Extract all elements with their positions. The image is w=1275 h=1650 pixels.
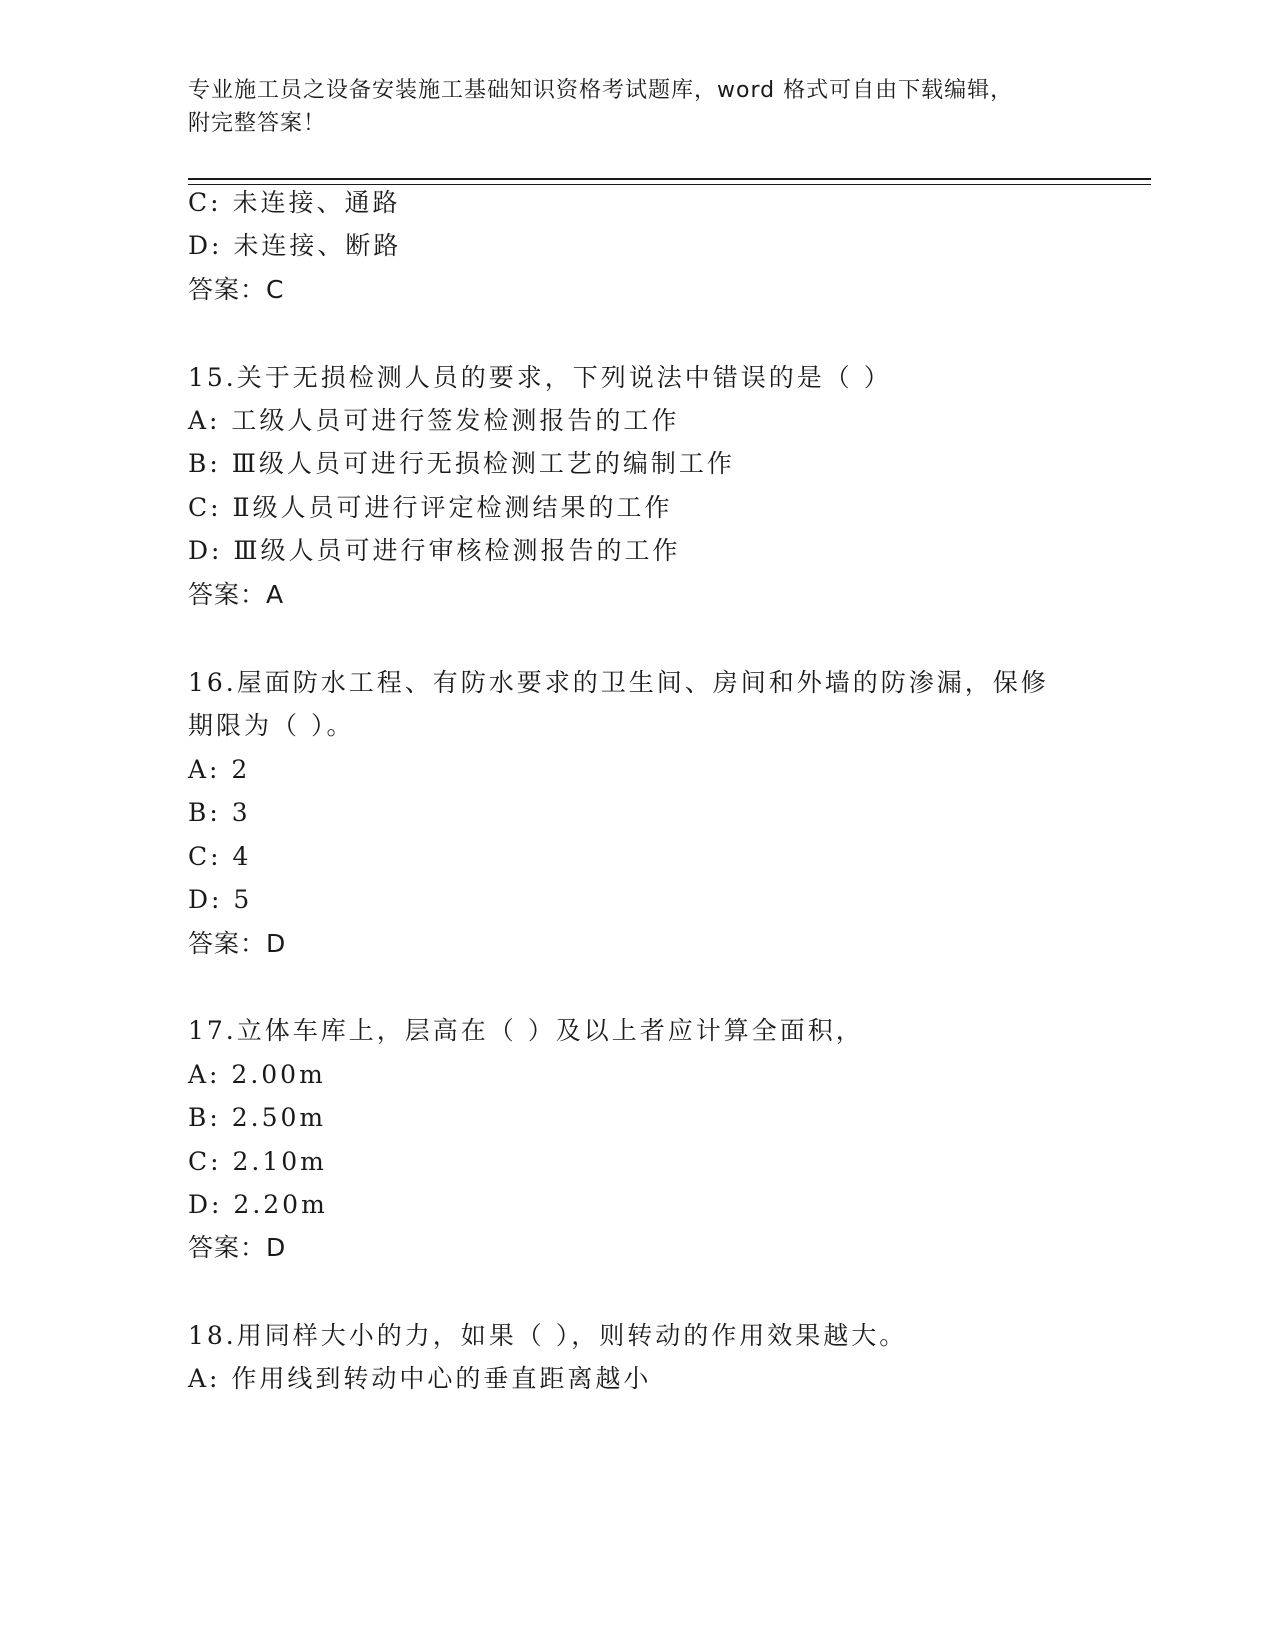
question-17-option-c: C: 2.10m xyxy=(188,1147,327,1176)
question-18-stem: 18.用同样大小的力，如果（ ），则转动的作用效果越大。 xyxy=(188,1321,908,1350)
question-17-option-d: D: 2.20m xyxy=(188,1190,328,1219)
question-17-option-b: B: 2.50m xyxy=(188,1103,327,1132)
question-15-option-c: C: Ⅱ级人员可进行评定检测结果的工作 xyxy=(188,493,673,522)
question-15-option-b: B: Ⅲ级人员可进行无损检测工艺的编制工作 xyxy=(188,449,735,478)
question-17-option-a: A: 2.00m xyxy=(188,1060,326,1089)
question-16-stem-line-2: 期限为（ ）。 xyxy=(188,711,355,740)
question-15-answer: 答案：A xyxy=(188,580,285,609)
question-15-option-a: A: 工级人员可进行签发检测报告的工作 xyxy=(188,406,680,435)
header-rule-thin xyxy=(188,184,1151,185)
question-16-answer: 答案：D xyxy=(188,929,287,958)
question-16-option-a: A: 2 xyxy=(188,755,251,784)
header-line-1: 专业施工员之设备安装施工基础知识资格考试题库，word 格式可自由下载编辑， xyxy=(188,78,1014,103)
question-16-option-d: D: 5 xyxy=(188,885,253,914)
option-d: D: 未连接、断路 xyxy=(188,231,402,260)
question-18-option-a: A: 作用线到转动中心的垂直距离越小 xyxy=(188,1364,652,1393)
header-rule-thick xyxy=(188,178,1151,180)
option-c: C: 未连接、通路 xyxy=(188,188,401,217)
page-header xyxy=(188,74,1068,140)
question-15-option-d: D: Ⅲ级人员可进行审核检测报告的工作 xyxy=(188,536,681,565)
answer-line: 答案：C xyxy=(188,275,285,304)
header-line-2: 附完整答案！ xyxy=(188,111,327,136)
question-15-stem: 15.关于无损检测人员的要求，下列说法中错误的是（ ） xyxy=(188,363,892,392)
question-17-answer: 答案：D xyxy=(188,1233,287,1262)
question-16-stem-line-1: 16.屋面防水工程、有防水要求的卫生间、房间和外墙的防渗漏，保修 xyxy=(188,668,1049,697)
question-16-option-b: B: 3 xyxy=(188,798,251,827)
question-17-stem: 17.立体车库上，层高在（ ）及以上者应计算全面积， xyxy=(188,1016,864,1045)
question-16-option-c: C: 4 xyxy=(188,842,252,871)
